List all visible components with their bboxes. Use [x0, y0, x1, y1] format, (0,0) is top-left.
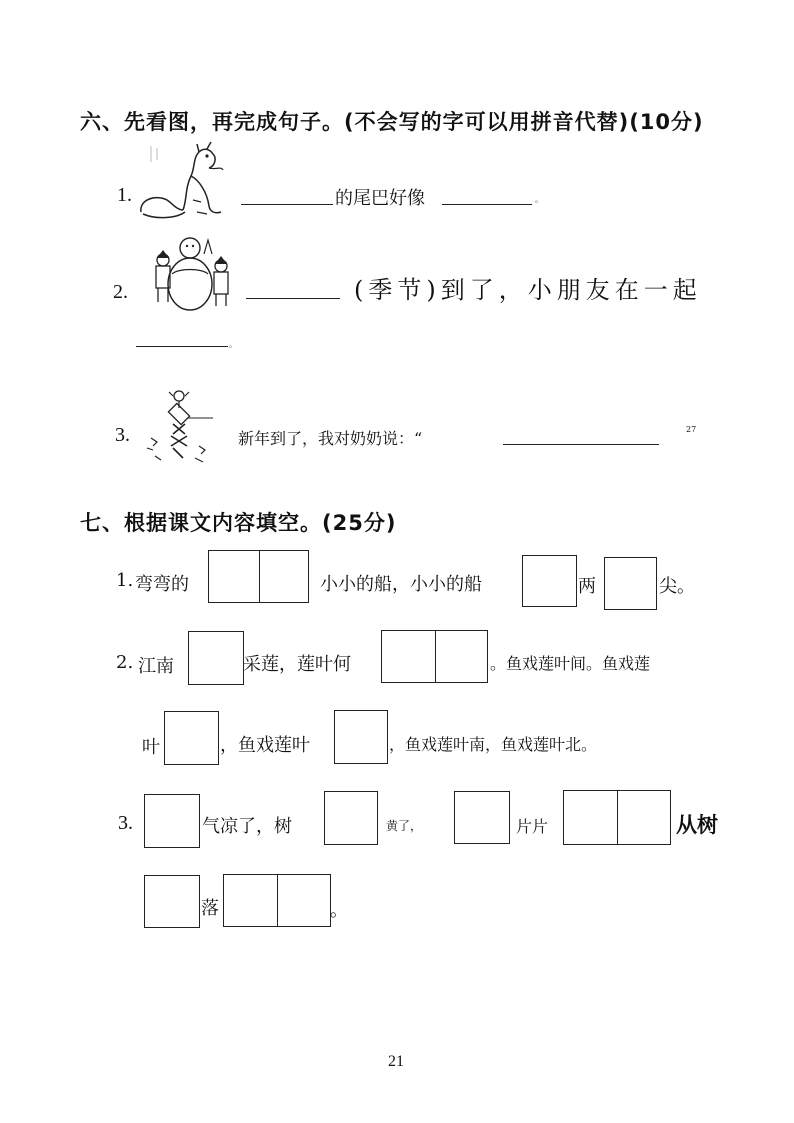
s7-q2-number: 2. [116, 652, 134, 673]
s7-q3-box-5[interactable] [144, 875, 200, 928]
section-6-heading: 六、先看图，再完成句子。(不会写的字可以用拼音代替)(10分) [80, 110, 704, 134]
s7-q2-text-b: 采莲，莲叶何 [243, 654, 351, 675]
s7-q2-box-3[interactable] [164, 711, 219, 765]
squirrel-picture [137, 140, 229, 222]
s7-q1-text-d: 尖。 [659, 576, 695, 597]
q2-number: 2. [113, 281, 128, 303]
q2-blank-1[interactable] [246, 298, 340, 299]
q2-blank-2[interactable] [136, 346, 228, 347]
s7-q2-text-e: ，鱼戏莲叶 [220, 735, 310, 756]
s7-q3-text-e: 落 [201, 898, 219, 919]
s7-q1-box-2[interactable] [522, 555, 577, 607]
q1-text: 的尾巴好像 [335, 188, 425, 209]
firecracker-picture [143, 388, 215, 468]
q1-blank-2[interactable] [442, 204, 532, 205]
q2-text: (季节)到了，小朋友在一起 [354, 276, 702, 304]
s7-q3-text-d: 从树 [676, 813, 718, 837]
q1-number: 1. [117, 184, 132, 206]
s7-q2-text-d: 叶 [142, 737, 160, 758]
s7-q3-number: 3. [118, 812, 133, 834]
s7-q2-box-2[interactable] [381, 630, 488, 683]
s7-q2-box-4[interactable] [334, 710, 388, 764]
q2-end: 。 [229, 340, 237, 349]
q3-text: 新年到了，我对奶奶说：“ [238, 429, 423, 448]
s7-q3-box-2[interactable] [324, 791, 378, 845]
s7-q3-text-a: 气凉了，树 [202, 816, 292, 837]
page-number: 21 [388, 1053, 404, 1070]
q1-end: 。 [535, 195, 543, 204]
q1-blank-1[interactable] [241, 204, 333, 205]
q3-blank[interactable] [503, 444, 659, 445]
s7-q3-text-f: 。 [330, 900, 348, 921]
q3-number: 3. [115, 424, 130, 446]
s7-q1-number: 1. [116, 570, 134, 591]
s7-q3-box-4[interactable] [563, 790, 671, 845]
s7-q3-box-6[interactable] [223, 874, 331, 927]
snowman-children-picture [152, 234, 234, 314]
s7-q1-box-1[interactable] [208, 550, 309, 603]
s7-q3-box-3[interactable] [454, 791, 510, 844]
s7-q1-text-a: 弯弯的 [135, 574, 189, 595]
s7-q3-text-c: 片片 [516, 817, 549, 836]
s7-q2-text-f: ，鱼戏莲叶南，鱼戏莲叶北。 [389, 735, 598, 754]
s7-q1-text-b: 小小的船，小小的船 [320, 574, 482, 595]
s7-q1-text-c: 两 [578, 576, 596, 597]
s7-q3-text-b: 黄了， [386, 819, 423, 833]
s7-q3-box-1[interactable] [144, 794, 200, 848]
q3-note: 27 [686, 425, 697, 434]
s7-q2-box-1[interactable] [188, 631, 244, 685]
s7-q1-box-3[interactable] [604, 557, 657, 610]
section-7-heading: 七、根据课文内容填空。(25分) [80, 511, 397, 535]
s7-q2-text-a: 江南 [138, 656, 174, 677]
s7-q2-text-c: 。鱼戏莲叶间。鱼戏莲 [490, 654, 651, 673]
